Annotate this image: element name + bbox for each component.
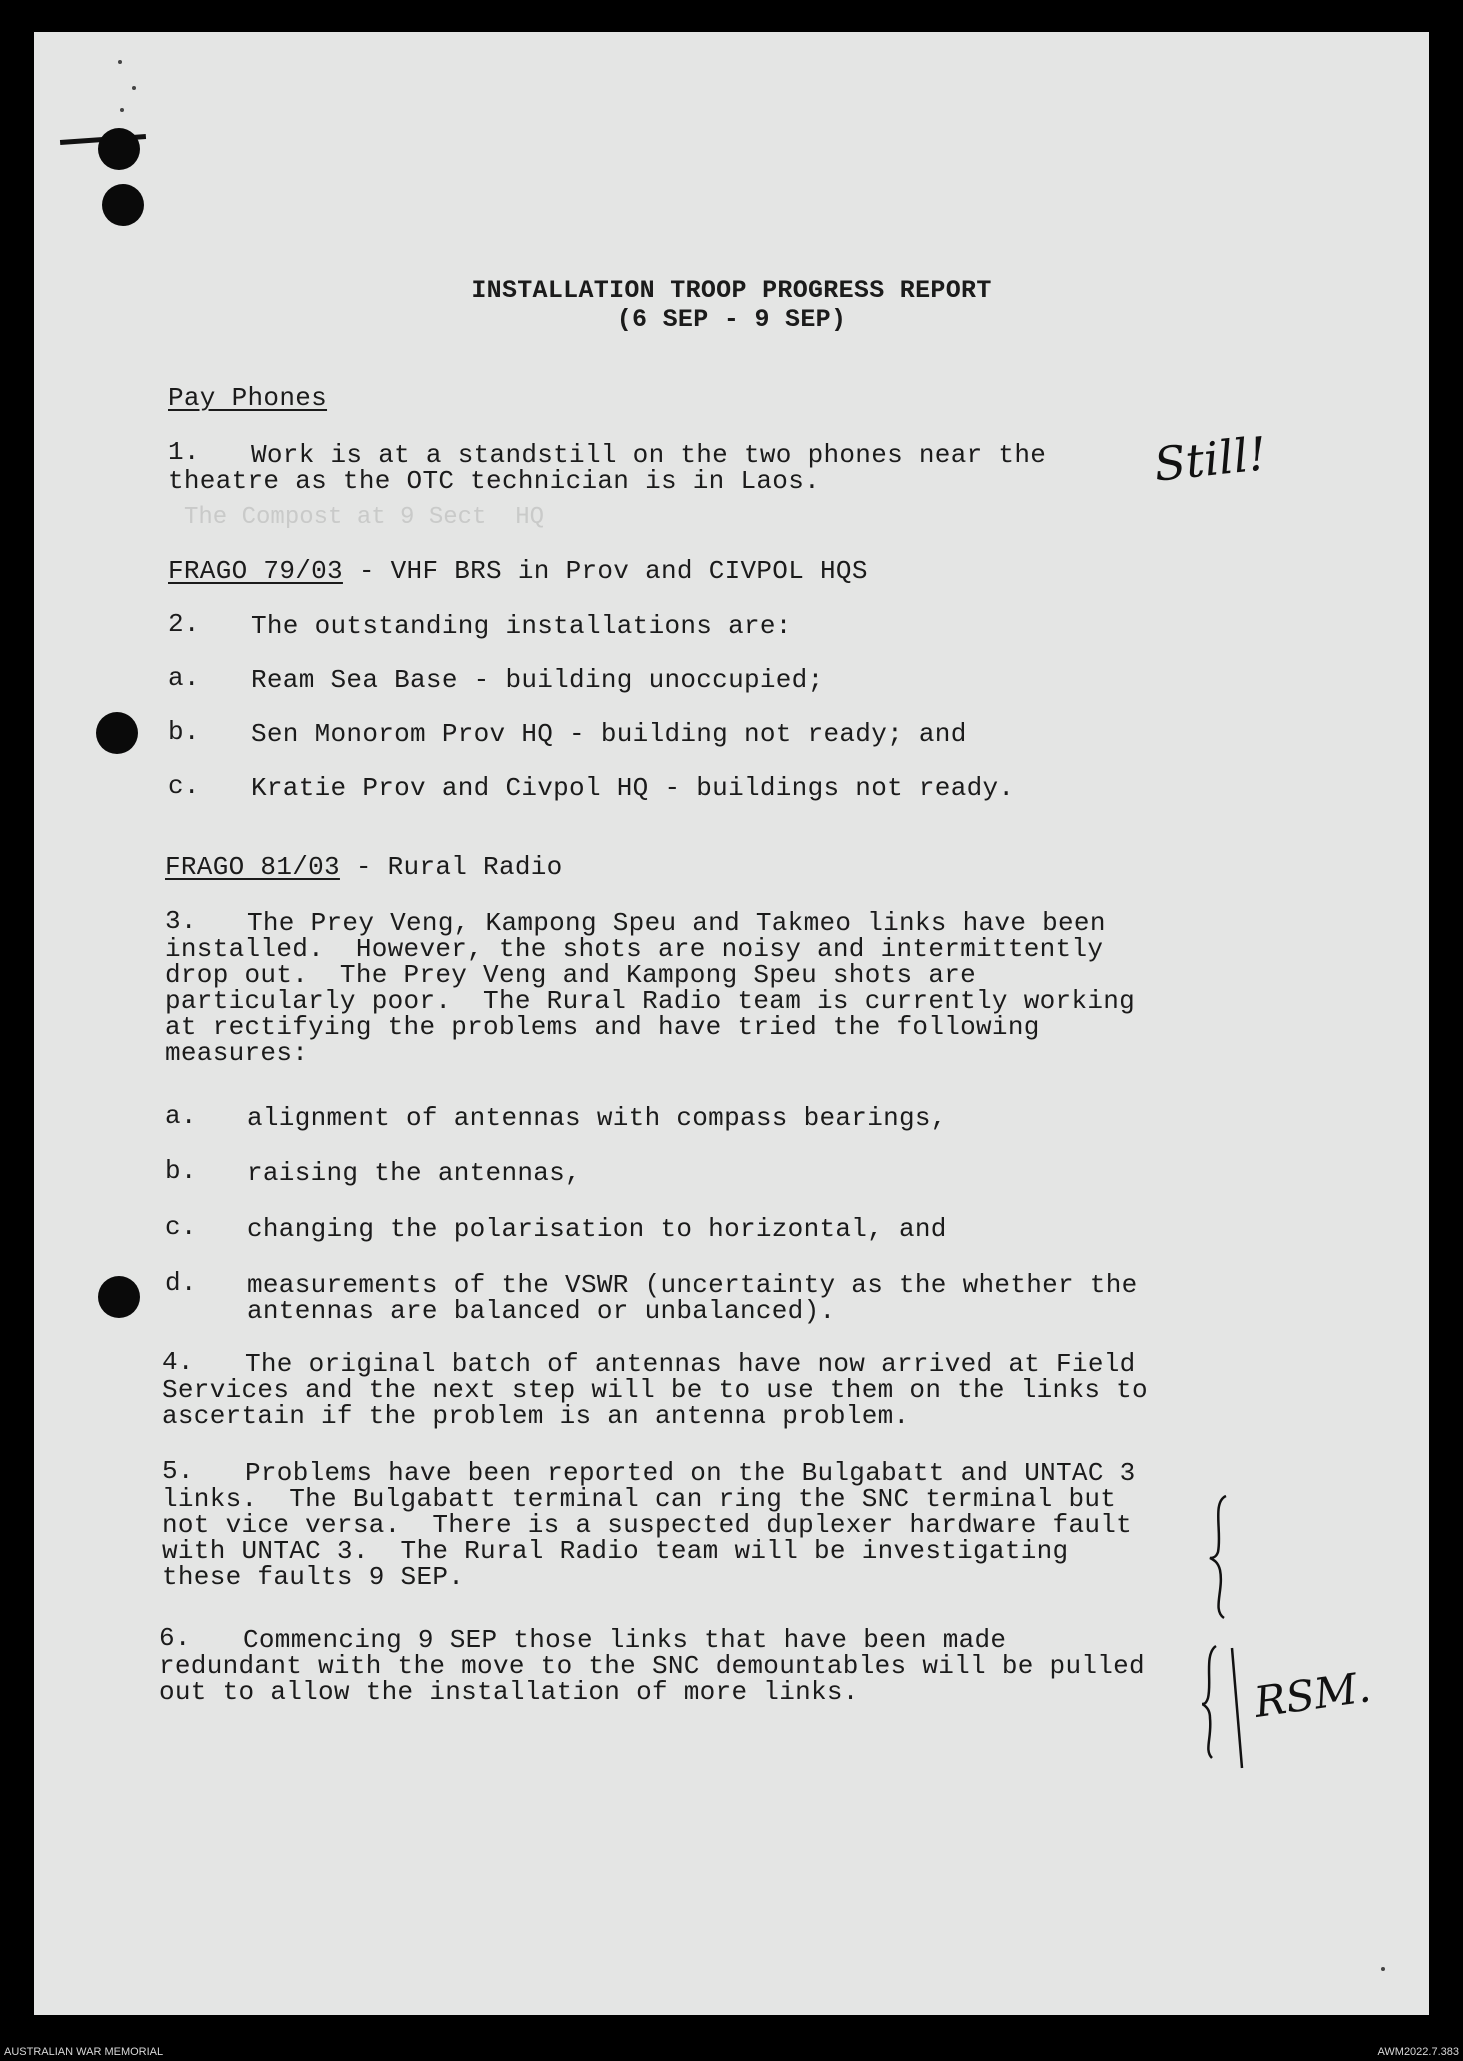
para-text: The Prey Veng, Kampong Speu and Takmeo links have been [247, 908, 1106, 938]
para-text: links. The Bulgabatt terminal can ring the SNC terminal but [162, 1484, 1117, 1514]
para-text: The original batch of antennas have now arrived at Field [245, 1349, 1136, 1379]
section-heading-frago-79 [168, 558, 868, 585]
frago-79-ref: FRAGO 79/03 [168, 556, 343, 586]
list-label: c. [165, 1212, 197, 1242]
para-text: not vice versa. There is a suspected duplexer hardware fault [162, 1510, 1133, 1540]
list-item: Sen Monorom Prov HQ - building not ready; and [251, 719, 967, 749]
frago-81-title: - Rural Radio [339, 852, 563, 882]
list-label: a. [168, 663, 200, 693]
report-title: INSTALLATION TROOP PROGRESS REPORT [471, 276, 992, 305]
list-item: raising the antennas, [247, 1158, 581, 1188]
para-text: redundant with the move to the SNC demountables will be pulled [159, 1651, 1145, 1681]
list-item: Ream Sea Base - building unoccupied; [251, 665, 824, 695]
para-text: these faults 9 SEP. [162, 1562, 465, 1592]
speck [120, 108, 124, 112]
speck [118, 60, 122, 64]
handwritten-note-rsm: RSM. [1251, 1662, 1374, 1727]
para-text: particularly poor. The Rural Radio team is currently working [165, 986, 1136, 1016]
footer-accession: AWM2022.7.383 [1377, 2046, 1459, 2058]
para-text: Services and the next step will be to use them on the links to [162, 1375, 1148, 1405]
para-text: with UNTAC 3. The Rural Radio team will be investigating [162, 1536, 1069, 1566]
para-number: 1. [168, 437, 200, 467]
para-text: at rectifying the problems and have tried the following [165, 1012, 1040, 1042]
para-text: theatre as the OTC technician is in Laos. [168, 466, 821, 496]
punch-hole [96, 712, 138, 754]
para-text: ascertain if the problem is an antenna problem. [162, 1401, 910, 1431]
para-text: The outstanding installations are: [251, 611, 792, 641]
para-number: 3. [165, 906, 197, 936]
list-label: c. [168, 771, 200, 801]
list-item: antennas are balanced or unbalanced). [247, 1296, 836, 1326]
frago-81-ref: FRAGO 81/03 [165, 852, 340, 882]
para-number: 2. [168, 609, 200, 639]
list-item: alignment of antennas with compass bearings, [247, 1103, 947, 1133]
speck [132, 86, 136, 90]
punch-hole [98, 128, 140, 170]
report-period: (6 SEP - 9 SEP) [616, 305, 847, 334]
list-item: Kratie Prov and Civpol HQ - buildings not ready. [251, 773, 1015, 803]
para-text: Commencing 9 SEP those links that have been made [243, 1625, 1007, 1655]
punch-hole [102, 184, 144, 226]
speck [1381, 1967, 1385, 1971]
list-item: measurements of the VSWR (uncertainty as the whether the [247, 1270, 1138, 1300]
list-label: d. [165, 1268, 197, 1298]
list-label: b. [165, 1156, 197, 1186]
handwritten-note-still: Still! [1151, 426, 1270, 492]
section-heading-pay-phones: Pay Phones [168, 383, 328, 413]
section-heading-frago-81 [165, 854, 563, 881]
list-item: changing the polarisation to horizontal, and [247, 1214, 947, 1244]
para-text: Work is at a standstill on the two phones near the [251, 440, 1047, 470]
list-label: b. [168, 717, 200, 747]
para-number: 4. [162, 1347, 194, 1377]
para-text: drop out. The Prey Veng and Kampong Speu shots are [165, 960, 977, 990]
handwritten-brace-para6 [1202, 1642, 1262, 1772]
bleed-through-text: The Compost at 9 Sect HQ [184, 504, 545, 531]
para-number: 5. [162, 1456, 194, 1486]
footer-institution: AUSTRALIAN WAR MEMORIAL [4, 2046, 164, 2058]
document-page [34, 32, 1429, 2015]
handwritten-brace-para5 [1206, 1492, 1246, 1622]
para-text: measures: [165, 1038, 309, 1068]
list-label: a. [165, 1101, 197, 1131]
para-text: out to allow the installation of more links. [159, 1677, 859, 1707]
para-text: installed. However, the shots are noisy and intermittently [165, 934, 1104, 964]
punch-hole [98, 1276, 140, 1318]
para-text: Problems have been reported on the Bulgabatt and UNTAC 3 [245, 1458, 1136, 1488]
para-number: 6. [159, 1623, 191, 1653]
frago-79-title: - VHF BRS in Prov and CIVPOL HQS [342, 556, 868, 586]
